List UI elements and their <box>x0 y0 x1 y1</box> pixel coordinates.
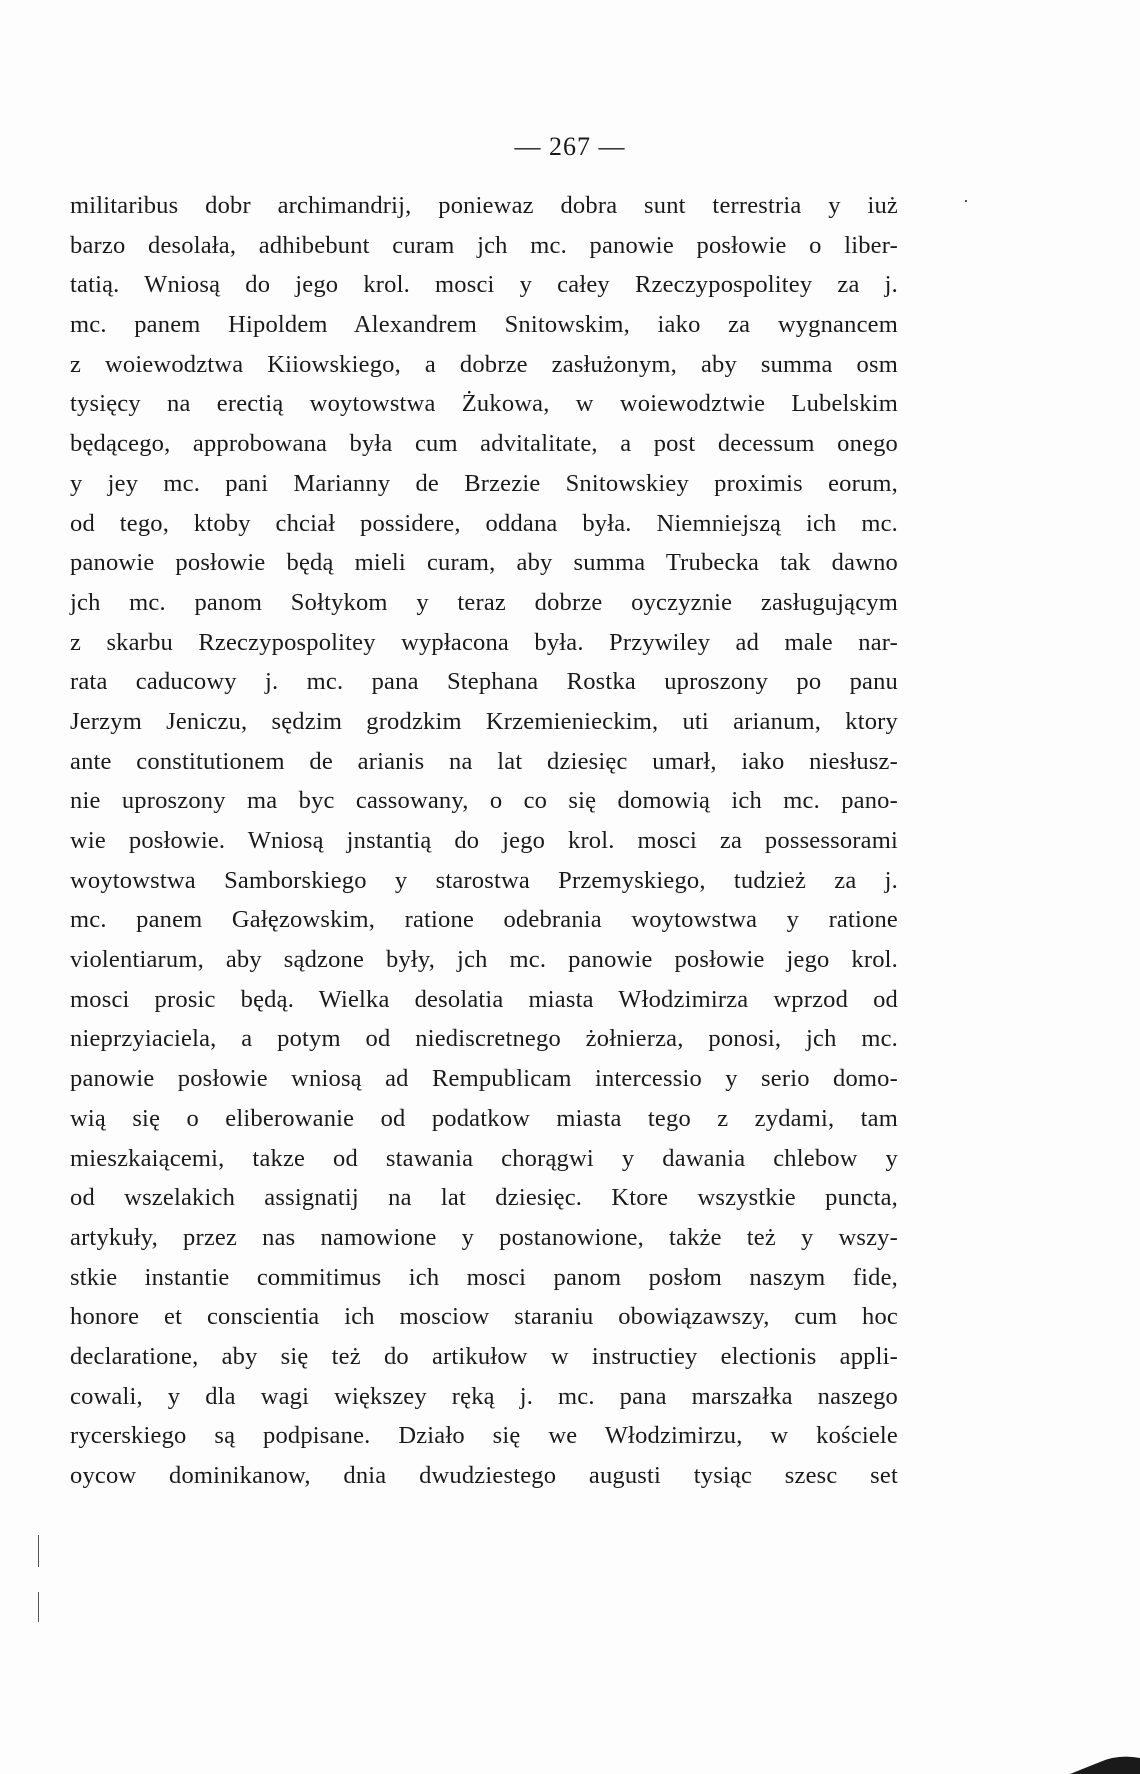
scan-mark-left <box>38 1592 39 1622</box>
text-line: tysięcy na erectią woytowstwa Żukowa, w woiewodztwie Lubelskim <box>70 390 898 418</box>
text-line: panowie posłowie będą mieli curam, aby summa Trubecka tak dawno <box>70 549 898 577</box>
text-line: mc. panem Gałęzowskim, ratione odebrania woytowstwa y ratione <box>70 906 898 934</box>
text-line: będącego, approbowana była cum advitalitate, a post decessum onego <box>70 430 898 458</box>
scan-mark-left <box>38 1535 39 1567</box>
page-corner-shadow <box>1070 1748 1140 1774</box>
text-line: od tego, ktoby chciał possidere, oddana była. Niemniejszą ich mc. <box>70 509 898 537</box>
text-line: violentiarum, aby sądzone były, jch mc. panowie posłowie jego krol. <box>70 946 898 974</box>
text-line: ante constitutionem de arianis na lat dziesięc umarł, iako niesłusz- <box>70 747 898 775</box>
text-line: nie uproszony ma byc cassowany, o co się domowią ich mc. pano- <box>70 787 898 815</box>
text-line: declaratione, aby się też do artikułow w instructiey electionis appli- <box>70 1342 898 1370</box>
text-line: wią się o eliberowanie od podatkow miasta tego z zydami, tam <box>70 1104 898 1132</box>
text-line: oycow dominikanow, dnia dwudziestego augusti tysiąc szesc set <box>70 1462 898 1489</box>
body-text <box>70 186 898 1496</box>
text-line: rata caducowy j. mc. pana Stephana Rostka uproszony po panu <box>70 668 898 696</box>
text-line: mc. panem Hipoldem Alexandrem Snitowskim, iako za wygnancem <box>70 311 898 339</box>
text-line: y jey mc. pani Marianny de Brzezie Snitowskiey proximis eorum, <box>70 469 898 497</box>
text-line: z woiewodztwa Kiiowskiego, a dobrze zasłużonym, aby summa osm <box>70 350 898 378</box>
text-line: barzo desolała, adhibebunt curam jch mc. panowie posłowie o liber- <box>70 231 898 259</box>
text-line: stkie instantie commitimus ich mosci panom posłom naszym fide, <box>70 1263 898 1291</box>
text-line: tatią. Wniosą do jego krol. mosci y całey Rzeczypospolitey za j. <box>70 271 898 299</box>
text-line: panowie posłowie wniosą ad Rempublicam intercessio y serio domo- <box>70 1065 898 1093</box>
text-line: jch mc. panom Sołtykom y teraz dobrze oyczyznie zasługującym <box>70 588 898 616</box>
text-line: rycerskiego są podpisane. Działo się we Włodzimirzu, w kościele <box>70 1422 898 1450</box>
text-line: z skarbu Rzeczypospolitey wypłacona była. Przywiley ad male nar- <box>70 628 898 656</box>
text-line: woytowstwa Samborskiego y starostwa Przemyskiego, tudzież za j. <box>70 866 898 894</box>
page-number: — 267 — <box>514 132 626 161</box>
text-line: militaribus dobr archimandrij, poniewaz dobra sunt terrestria y iuż <box>70 192 898 219</box>
text-line: wie posłowie. Wniosą jnstantią do jego krol. mosci za possessorami <box>70 827 898 854</box>
text-line: artykuły, przez nas namowione y postanowione, także też y wszy- <box>70 1223 898 1251</box>
text-line: mieszkaiącemi, takze od stawania chorągwi y dawania chlebow y <box>70 1144 898 1172</box>
scan-dot <box>965 200 967 202</box>
text-line: od wszelakich assignatij na lat dziesięc. Ktore wszystkie puncta, <box>70 1184 898 1212</box>
text-line: nieprzyiaciela, a potym od niediscretnego żołnierza, ponosi, jch mc. <box>70 1025 898 1053</box>
text-line: cowali, y dla wagi większey ręką j. mc. pana marszałka naszego <box>70 1382 898 1410</box>
text-line: honore et conscientia ich mosciow staraniu obowiązawszy, cum hoc <box>70 1303 898 1331</box>
text-line: Jerzym Jeniczu, sędzim grodzkim Krzemienieckim, uti arianum, ktory <box>70 707 898 735</box>
text-line: mosci prosic będą. Wielka desolatia miasta Włodzimirza wprzod od <box>70 985 898 1013</box>
